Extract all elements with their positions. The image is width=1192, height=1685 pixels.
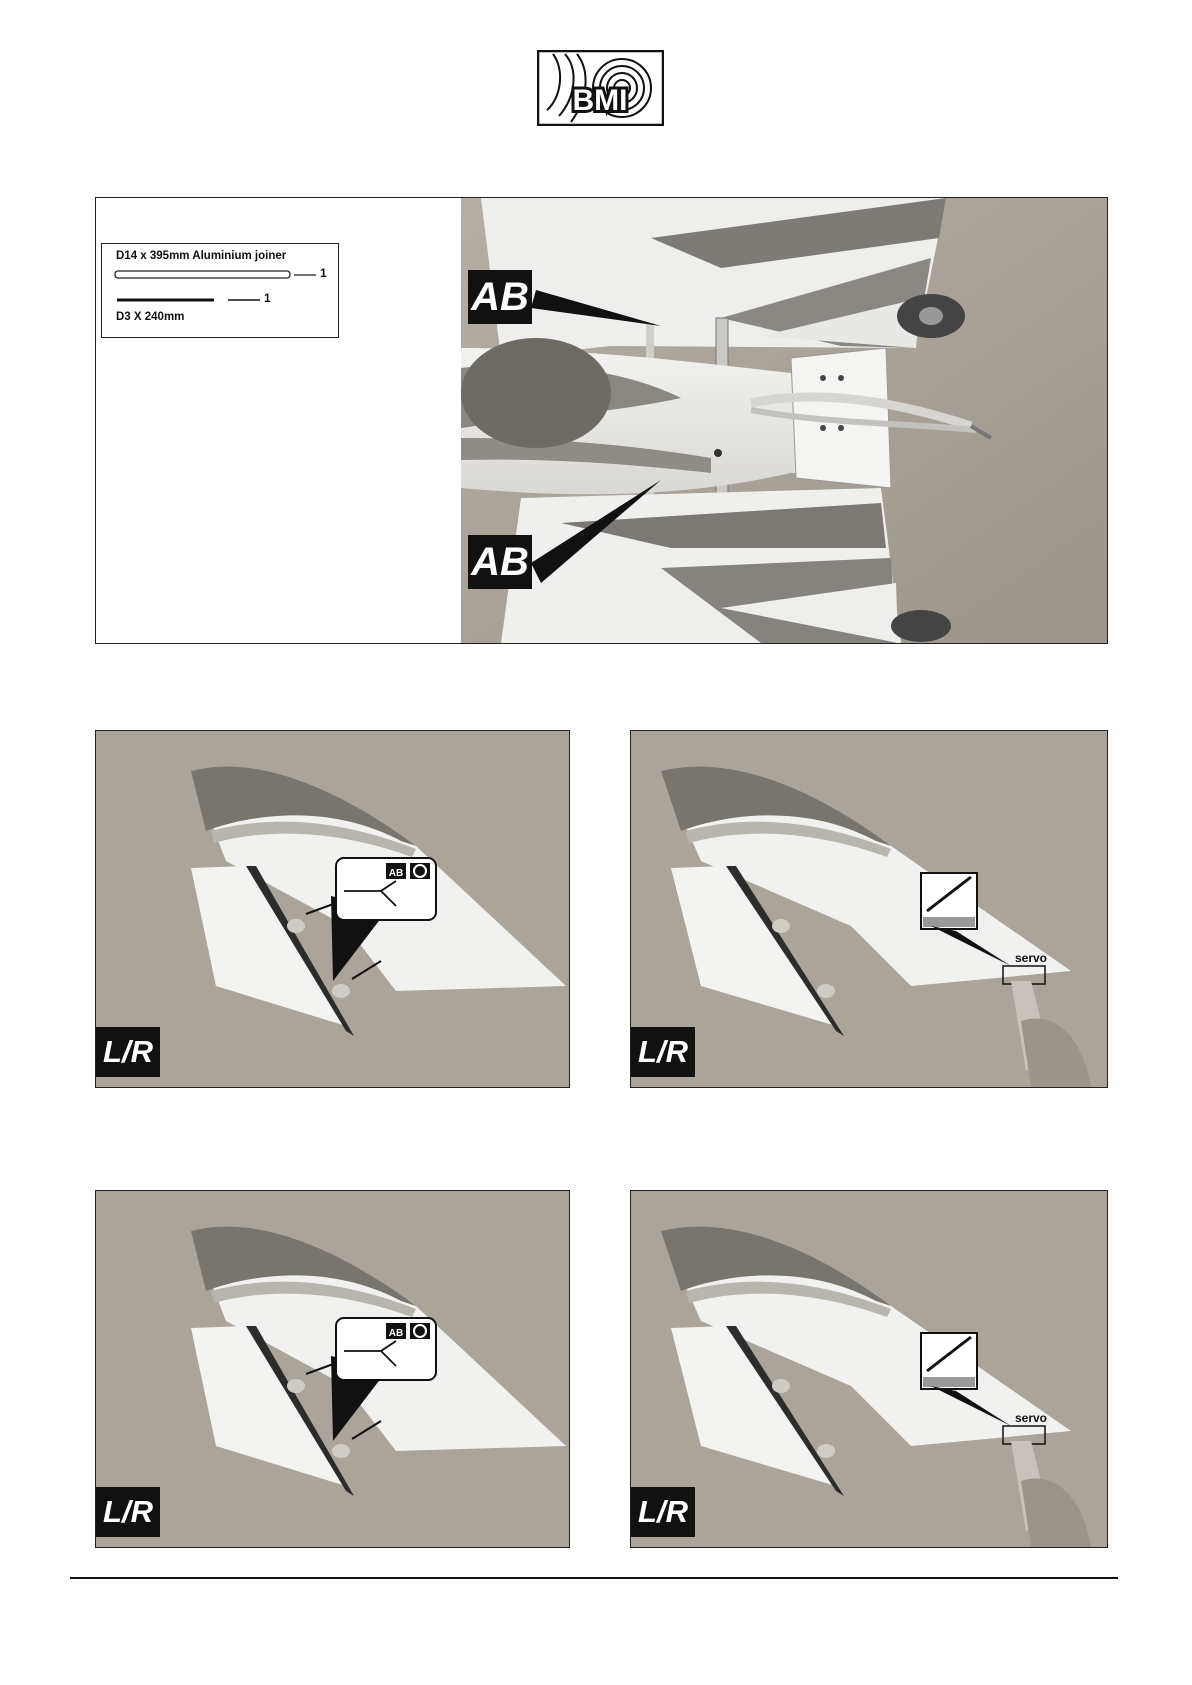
- wing-servo-illustration: [631, 731, 1107, 1087]
- panel-label-lr-2: L/R: [631, 1027, 695, 1077]
- parts-list: [101, 243, 339, 338]
- servo-photo-2: [630, 1190, 1108, 1548]
- assembly-label-bottom: AB: [468, 535, 532, 589]
- aileron-hinge-photo-2: [95, 1190, 570, 1548]
- panel-label-lr-4: L/R: [631, 1487, 695, 1537]
- parts-item-rod-label: D3 X 240mm: [116, 311, 185, 323]
- footer-divider: [70, 1577, 1118, 1579]
- panel-label-lr-1: L/R: [96, 1027, 160, 1077]
- wing-hinge-illustration-2: [96, 1191, 569, 1547]
- logo-text: BMI: [572, 84, 628, 117]
- assembly-figure: [95, 197, 1108, 644]
- servo-label-2: servo: [1014, 1411, 1048, 1425]
- inset-badge: AB: [388, 868, 404, 879]
- aileron-hinge-photo-1: [95, 730, 570, 1088]
- assembly-label-top: AB: [468, 270, 532, 324]
- panel-label-lr-3: L/R: [96, 1487, 160, 1537]
- inset-badge-2: AB: [388, 1328, 404, 1339]
- parts-item-joiner-qty: 1: [320, 266, 327, 280]
- rod-drawing: [116, 296, 276, 304]
- joiner-drawing: [114, 270, 326, 280]
- servo-photo-1: [630, 730, 1108, 1088]
- parts-item-joiner-label: D14 x 395mm Aluminium joiner: [116, 250, 287, 262]
- servo-label: servo: [1014, 951, 1048, 965]
- bmi-logo: [537, 50, 664, 126]
- wing-servo-illustration-2: [631, 1191, 1107, 1547]
- assembly-photo: [461, 198, 1107, 643]
- wing-hinge-illustration: [96, 731, 569, 1087]
- parts-item-rod-qty: 1: [264, 291, 271, 305]
